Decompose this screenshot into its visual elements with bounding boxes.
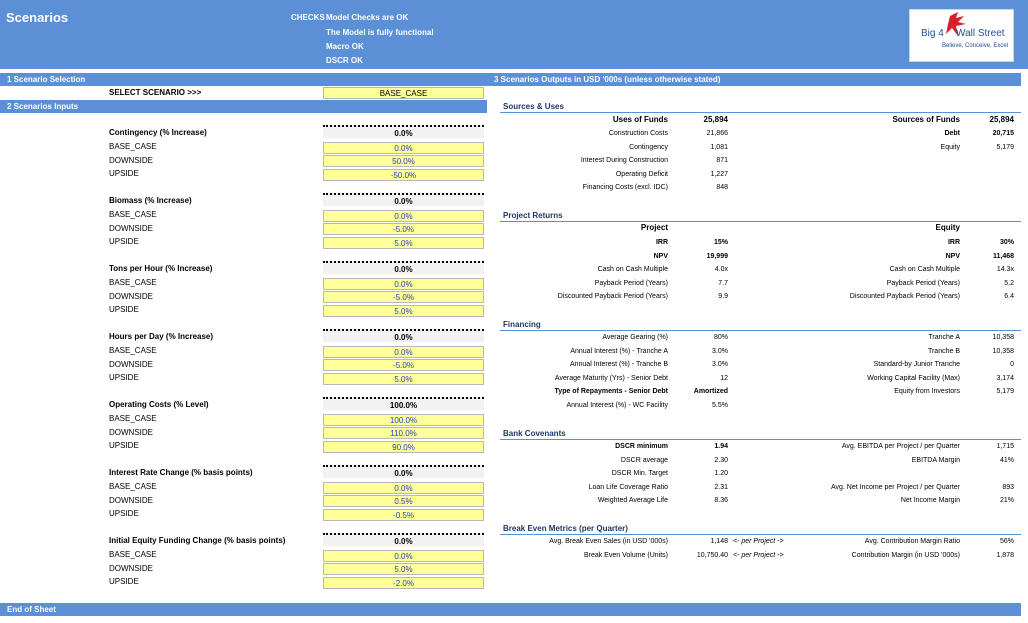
project-return-value: 9.9	[718, 293, 728, 301]
break-even-label: Avg. Break Even Sales (in USD '000s)	[549, 538, 668, 545]
uses-item-label: Financing Costs (excl. IDC)	[582, 184, 668, 192]
uses-item-value: 871	[716, 157, 728, 165]
covenant-value: 1.94	[714, 443, 728, 450]
financing-label: Average Maturity (Yrs) - Senior Debt	[554, 374, 668, 382]
covenant-label: DSCR Min. Target	[611, 470, 668, 478]
logo-text-b: Wall Street	[956, 28, 1005, 39]
sources-item-label: Debt	[944, 130, 960, 137]
downside-input[interactable]: -5.0%	[323, 223, 484, 235]
project-return-label: NPV	[653, 252, 668, 260]
base-case-input[interactable]: 0.0%	[323, 278, 484, 290]
select-scenario-dropdown[interactable]: BASE_CASE	[323, 87, 484, 99]
uses-item-value: 1,081	[710, 143, 728, 151]
check-status-2: The Model is fully functional	[326, 28, 434, 37]
sources-item-label: Equity	[940, 143, 960, 151]
sources-of-funds-label: Sources of Funds	[892, 115, 960, 124]
equity-column-label: Equity	[935, 223, 960, 232]
covenant-right-label: Net Income Margin	[900, 497, 960, 505]
base-case-input[interactable]: 0.0%	[323, 210, 484, 222]
financing-label: Type of Repayments - Senior Debt	[554, 388, 668, 396]
input-current-value: 0.0%	[323, 193, 484, 206]
input-current-value: 100.0%	[323, 397, 484, 410]
section-scenario-outputs: 3 Scenarios Outputs in USD '000s (unless otherwise stated)	[487, 73, 1021, 86]
project-return-label: IRR	[655, 239, 668, 246]
break-even-header: Break Even Metrics (per Quarter)	[500, 522, 1021, 535]
project-return-label: Discounted Payback Period (Years)	[557, 293, 668, 301]
downside-label: DOWNSIDE	[109, 155, 153, 165]
downside-input[interactable]: 5.0%	[323, 563, 484, 575]
base-case-label: BASE_CASE	[109, 210, 157, 219]
upside-input[interactable]: 5.0%	[323, 373, 484, 385]
covenant-right-label: Avg. EBITDA per Project / per Quarter	[841, 443, 960, 450]
downside-input[interactable]: 0.5%	[323, 495, 484, 507]
uses-item-label: Construction Costs	[608, 130, 668, 137]
uses-item-label: Contingency	[629, 143, 668, 151]
equity-return-value: 6.4	[1004, 293, 1014, 301]
break-even-right-value: 56%	[999, 538, 1014, 545]
break-even-value: 10,750.40	[696, 551, 728, 559]
financing-label: Annual Interest (%) - WC Facility	[566, 402, 668, 409]
covenant-value: 2.30	[714, 456, 728, 464]
downside-label: DOWNSIDE	[109, 359, 153, 369]
input-current-value: 0.0%	[323, 125, 484, 138]
break-even-label: Break Even Volume (Units)	[583, 551, 668, 559]
check-status-3: Macro OK	[326, 42, 364, 51]
financing-label: Average Gearing (%)	[602, 334, 668, 341]
financing-right-value: 10,358	[992, 334, 1014, 341]
downside-label: DOWNSIDE	[109, 495, 153, 505]
downside-label: DOWNSIDE	[109, 427, 153, 437]
equity-return-value: 11,468	[992, 252, 1014, 260]
equity-return-value: 30%	[999, 239, 1014, 246]
header-banner	[0, 0, 1028, 69]
upside-input[interactable]: -0.5%	[323, 509, 484, 521]
check-status-4: DSCR OK	[326, 56, 363, 65]
financing-label: Annual Interest (%) - Tranche B	[569, 361, 668, 369]
sources-item-value: 20,715	[992, 130, 1014, 137]
upside-input[interactable]: 5.0%	[323, 237, 484, 249]
section-scenario-inputs: 2 Scenarios Inputs	[0, 100, 487, 113]
equity-return-label: IRR	[947, 239, 960, 246]
upside-label: UPSIDE	[109, 169, 139, 179]
financing-right-label: Tranche A	[928, 334, 960, 341]
covenant-label: DSCR minimum	[615, 443, 668, 450]
base-case-label: BASE_CASE	[109, 278, 157, 287]
uses-total: 25,894	[703, 115, 728, 124]
equity-return-value: 14.3x	[996, 266, 1014, 274]
base-case-label: BASE_CASE	[109, 482, 157, 491]
project-return-value: 19,999	[706, 252, 728, 260]
upside-label: UPSIDE	[109, 305, 139, 315]
financing-header: Financing	[500, 318, 1021, 331]
check-status-1: Model Checks are OK	[326, 13, 409, 22]
per-project-note: <- per Project ->	[733, 551, 784, 559]
upside-label: UPSIDE	[109, 441, 139, 451]
financing-right-value: 10,358	[992, 347, 1014, 355]
upside-input[interactable]: 90.0%	[323, 441, 484, 453]
input-group-title: Initial Equity Funding Change (% basis points)	[109, 536, 286, 545]
project-return-label: Cash on Cash Multiple	[597, 266, 668, 274]
input-group-title: Hours per Day (% Increase)	[109, 332, 214, 341]
financing-value: 3.0%	[712, 347, 728, 355]
uses-of-funds-label: Uses of Funds	[612, 115, 668, 124]
covenant-right-value: 893	[1002, 483, 1014, 491]
equity-return-label: Cash on Cash Multiple	[889, 266, 960, 274]
input-group-title: Tons per Hour (% Increase)	[109, 264, 213, 273]
downside-label: DOWNSIDE	[109, 563, 153, 573]
upside-label: UPSIDE	[109, 373, 139, 383]
project-returns-header: Project Returns	[500, 209, 1021, 222]
financing-right-value: 0	[1010, 361, 1014, 369]
financing-value: 5.5%	[712, 402, 728, 409]
uses-item-value: 848	[716, 184, 728, 192]
covenant-right-value: 1,715	[996, 443, 1014, 450]
checks-label: CHECKS	[291, 13, 325, 22]
covenant-right-value: 41%	[999, 456, 1014, 464]
input-group-title: Interest Rate Change (% basis points)	[109, 468, 253, 477]
covenant-value: 8.36	[714, 497, 728, 505]
base-case-input[interactable]: 100.0%	[323, 414, 484, 426]
downside-label: DOWNSIDE	[109, 223, 153, 233]
project-return-label: Payback Period (Years)	[594, 279, 668, 287]
break-even-right-label: Contribution Margin (in USD '000s)	[851, 551, 960, 559]
input-current-value: 0.0%	[323, 533, 484, 546]
bank-covenants-header: Bank Covenants	[500, 427, 1021, 440]
select-scenario-label: SELECT SCENARIO >>>	[109, 88, 202, 97]
break-even-right-value: 1,878	[996, 551, 1014, 559]
covenant-label: Loan Life Coverage Ratio	[588, 483, 668, 491]
upside-label: UPSIDE	[109, 509, 139, 519]
base-case-label: BASE_CASE	[109, 550, 157, 559]
input-current-value: 0.0%	[323, 465, 484, 478]
financing-right-label: Tranche B	[927, 347, 960, 355]
sources-item-value: 5,179	[996, 143, 1014, 151]
input-current-value: 0.0%	[323, 329, 484, 342]
financing-right-label: Equity from Investors	[894, 388, 960, 396]
base-case-label: BASE_CASE	[109, 414, 157, 423]
financing-right-value: 3,174	[996, 374, 1014, 382]
upside-input[interactable]: 5.0%	[323, 305, 484, 317]
financing-value: 3.0%	[712, 361, 728, 369]
financing-value: Amortized	[693, 388, 728, 396]
break-even-value: 1,148	[710, 538, 728, 545]
covenant-right-value: 21%	[999, 497, 1014, 505]
financing-value: 80%	[713, 334, 728, 341]
financing-right-value: 5,179	[996, 388, 1014, 396]
page-title: Scenarios	[6, 10, 69, 25]
upside-label: UPSIDE	[109, 577, 139, 587]
covenant-right-label: Avg. Net Income per Project / per Quarter	[830, 483, 960, 491]
project-column-label: Project	[640, 223, 668, 232]
project-return-value: 4.0x	[714, 266, 728, 274]
covenant-label: DSCR average	[620, 456, 668, 464]
section-scenario-selection: 1 Scenario Selection	[0, 73, 487, 86]
project-return-value: 15%	[713, 239, 728, 246]
project-return-value: 7.7	[718, 279, 728, 287]
per-project-note: <- per Project ->	[733, 538, 784, 545]
equity-return-label: NPV	[945, 252, 960, 260]
logo-text-a: Big 4	[921, 28, 944, 39]
downside-input[interactable]: 50.0%	[323, 155, 484, 167]
base-case-input[interactable]: 0.0%	[323, 482, 484, 494]
equity-return-label: Discounted Payback Period (Years)	[849, 293, 960, 301]
uses-item-label: Interest During Construction	[580, 157, 668, 165]
input-group-title: Biomass (% Increase)	[109, 196, 192, 205]
break-even-right-label: Avg. Contribution Margin Ratio	[864, 538, 960, 545]
uses-item-value: 21,866	[706, 130, 728, 137]
financing-label: Annual Interest (%) - Tranche A	[570, 347, 668, 355]
base-case-input[interactable]: 0.0%	[323, 142, 484, 154]
covenant-value: 1.20	[714, 470, 728, 478]
uses-item-value: 1,227	[710, 170, 728, 178]
downside-input[interactable]: -5.0%	[323, 359, 484, 371]
base-case-input[interactable]: 0.0%	[323, 346, 484, 358]
downside-input[interactable]: 110.0%	[323, 427, 484, 439]
end-of-sheet-bar: End of Sheet	[0, 603, 1021, 616]
upside-label: UPSIDE	[109, 237, 139, 247]
base-case-label: BASE_CASE	[109, 346, 157, 355]
downside-input[interactable]: -5.0%	[323, 291, 484, 303]
input-group-title: Contingency (% Increase)	[109, 128, 207, 137]
company-logo	[909, 9, 1014, 62]
upside-input[interactable]: -2.0%	[323, 577, 484, 589]
sources-total: 25,894	[989, 115, 1014, 124]
input-group-title: Operating Costs (% Level)	[109, 400, 209, 409]
downside-label: DOWNSIDE	[109, 291, 153, 301]
financing-right-label: Standard-by Junior Tranche	[873, 361, 960, 369]
financing-value: 12	[720, 374, 728, 382]
uses-item-label: Operating Deficit	[615, 170, 668, 178]
financing-right-label: Working Capital Facility (Max)	[867, 374, 960, 382]
logo-tagline: Believe, Conceive, Excel	[942, 43, 1009, 49]
input-current-value: 0.0%	[323, 261, 484, 274]
covenant-value: 2.31	[714, 483, 728, 491]
base-case-input[interactable]: 0.0%	[323, 550, 484, 562]
upside-input[interactable]: -50.0%	[323, 169, 484, 181]
covenant-label: Weighted Average Life	[597, 497, 668, 505]
sources-uses-header: Sources & Uses	[500, 100, 1021, 113]
base-case-label: BASE_CASE	[109, 142, 157, 151]
equity-return-label: Payback Period (Years)	[886, 279, 960, 287]
covenant-right-label: EBITDA Margin	[911, 456, 960, 464]
equity-return-value: 5.2	[1004, 279, 1014, 287]
